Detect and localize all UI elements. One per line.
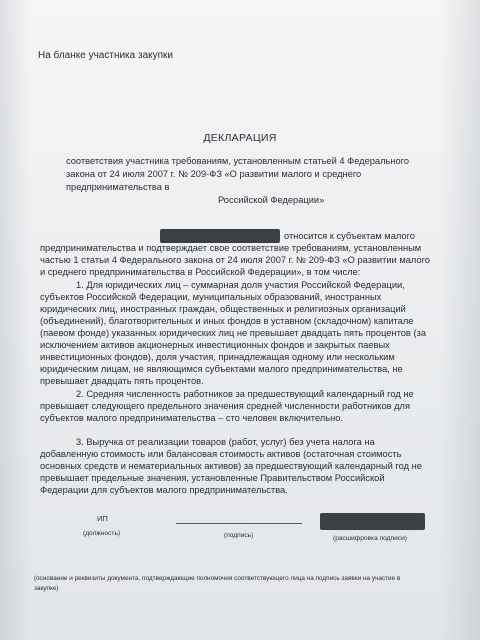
intro-line: относится к субъектам малого bbox=[284, 231, 415, 241]
clause-line: (объединений), благотворительных и иных фондов в уставном (складочном) капитале bbox=[40, 316, 414, 326]
footnote-line: закупке) bbox=[34, 585, 59, 592]
clause-line: 1. Для юридических лиц – суммарная доля участия Российской Федерации, bbox=[76, 280, 405, 290]
signature-caption: (подпись) bbox=[224, 532, 254, 539]
signature-line bbox=[176, 523, 302, 524]
letterhead-note: На бланке участника закупки bbox=[38, 50, 173, 61]
footnote-line: (основание и реквизиты документа, подтверждающие полномочия соответствующего лица на подпись заявки на участие в bbox=[34, 575, 401, 582]
clause-line: субъектов Российской Федерации, муниципальных образований, иностранных bbox=[40, 292, 382, 302]
subtitle-line: соответствия участника требованиям, установленным статьей 4 Федерального bbox=[66, 156, 410, 166]
subtitle-line: Российской Федерации» bbox=[218, 195, 325, 205]
intro-line: и среднего предпринимательства в Российской Федерации», в том числе: bbox=[40, 267, 361, 277]
clause-line: превышает двадцать пять процентов. bbox=[40, 376, 204, 386]
clause-line: субъектов малого предпринимательства – сто человек включительно. bbox=[40, 413, 343, 423]
page-shadow-right bbox=[440, 0, 480, 640]
clause-line: превышает предельные значения, установленные Правительством Российской bbox=[40, 473, 385, 483]
subtitle-line: предпринимательства в bbox=[66, 182, 170, 192]
intro-line: частью 1 статьи 4 Федерального закона от 24 июля 2007 г. № 209-ФЗ «О развитии малого bbox=[40, 255, 430, 265]
clause-line: Федерации для субъектов малого предпринимательства. bbox=[40, 485, 288, 495]
redacted-signatory-name bbox=[320, 513, 425, 530]
document-title: ДЕКЛАРАЦИЯ bbox=[203, 132, 277, 144]
page-shadow-left bbox=[0, 0, 30, 640]
redacted-company-name bbox=[160, 229, 280, 243]
clause-line: исключением активов акционерных инвестиционных фондов и закрытых паевых bbox=[40, 340, 390, 350]
intro-line: предпринимательства и подтверждает свое соответствие требованиям, установленным bbox=[40, 243, 422, 253]
position-value: ИП bbox=[97, 514, 108, 523]
clause-line: юридическим лицам, не являющимся субъектами малого предпринимательства, не bbox=[40, 364, 403, 374]
clause-line: инвестиционных фондов), доля участия, принадлежащая одному или нескольким bbox=[40, 352, 395, 362]
clause-line: 2. Средняя численность работников за предшествующий календарный год не bbox=[76, 389, 414, 399]
clause-line: юридических лиц, иностранных граждан, общественных и религиозных организаций bbox=[40, 304, 406, 314]
signature-decode-caption: (расшифровка подписи) bbox=[333, 535, 407, 542]
subtitle-line: закона от 24 июля 2007 г. № 209-ФЗ «О развитии малого и среднего bbox=[66, 169, 362, 179]
clause-line: добавленную стоимость или балансовая стоимость активов (остаточная стоимость bbox=[40, 449, 402, 459]
clause-line: (паевом фонде) указанных юридических лиц не превышает двадцать пять процентов (за bbox=[40, 328, 426, 338]
position-caption: (должность) bbox=[83, 530, 121, 537]
clause-line: 3. Выручка от реализации товаров (работ, услуг) без учета налога на bbox=[76, 437, 375, 447]
clause-line: основных средств и нематериальных активов) за предшествующий календарный год не bbox=[40, 461, 422, 471]
clause-line: превышает следующего предельного значения средней численности работников для bbox=[40, 401, 411, 411]
